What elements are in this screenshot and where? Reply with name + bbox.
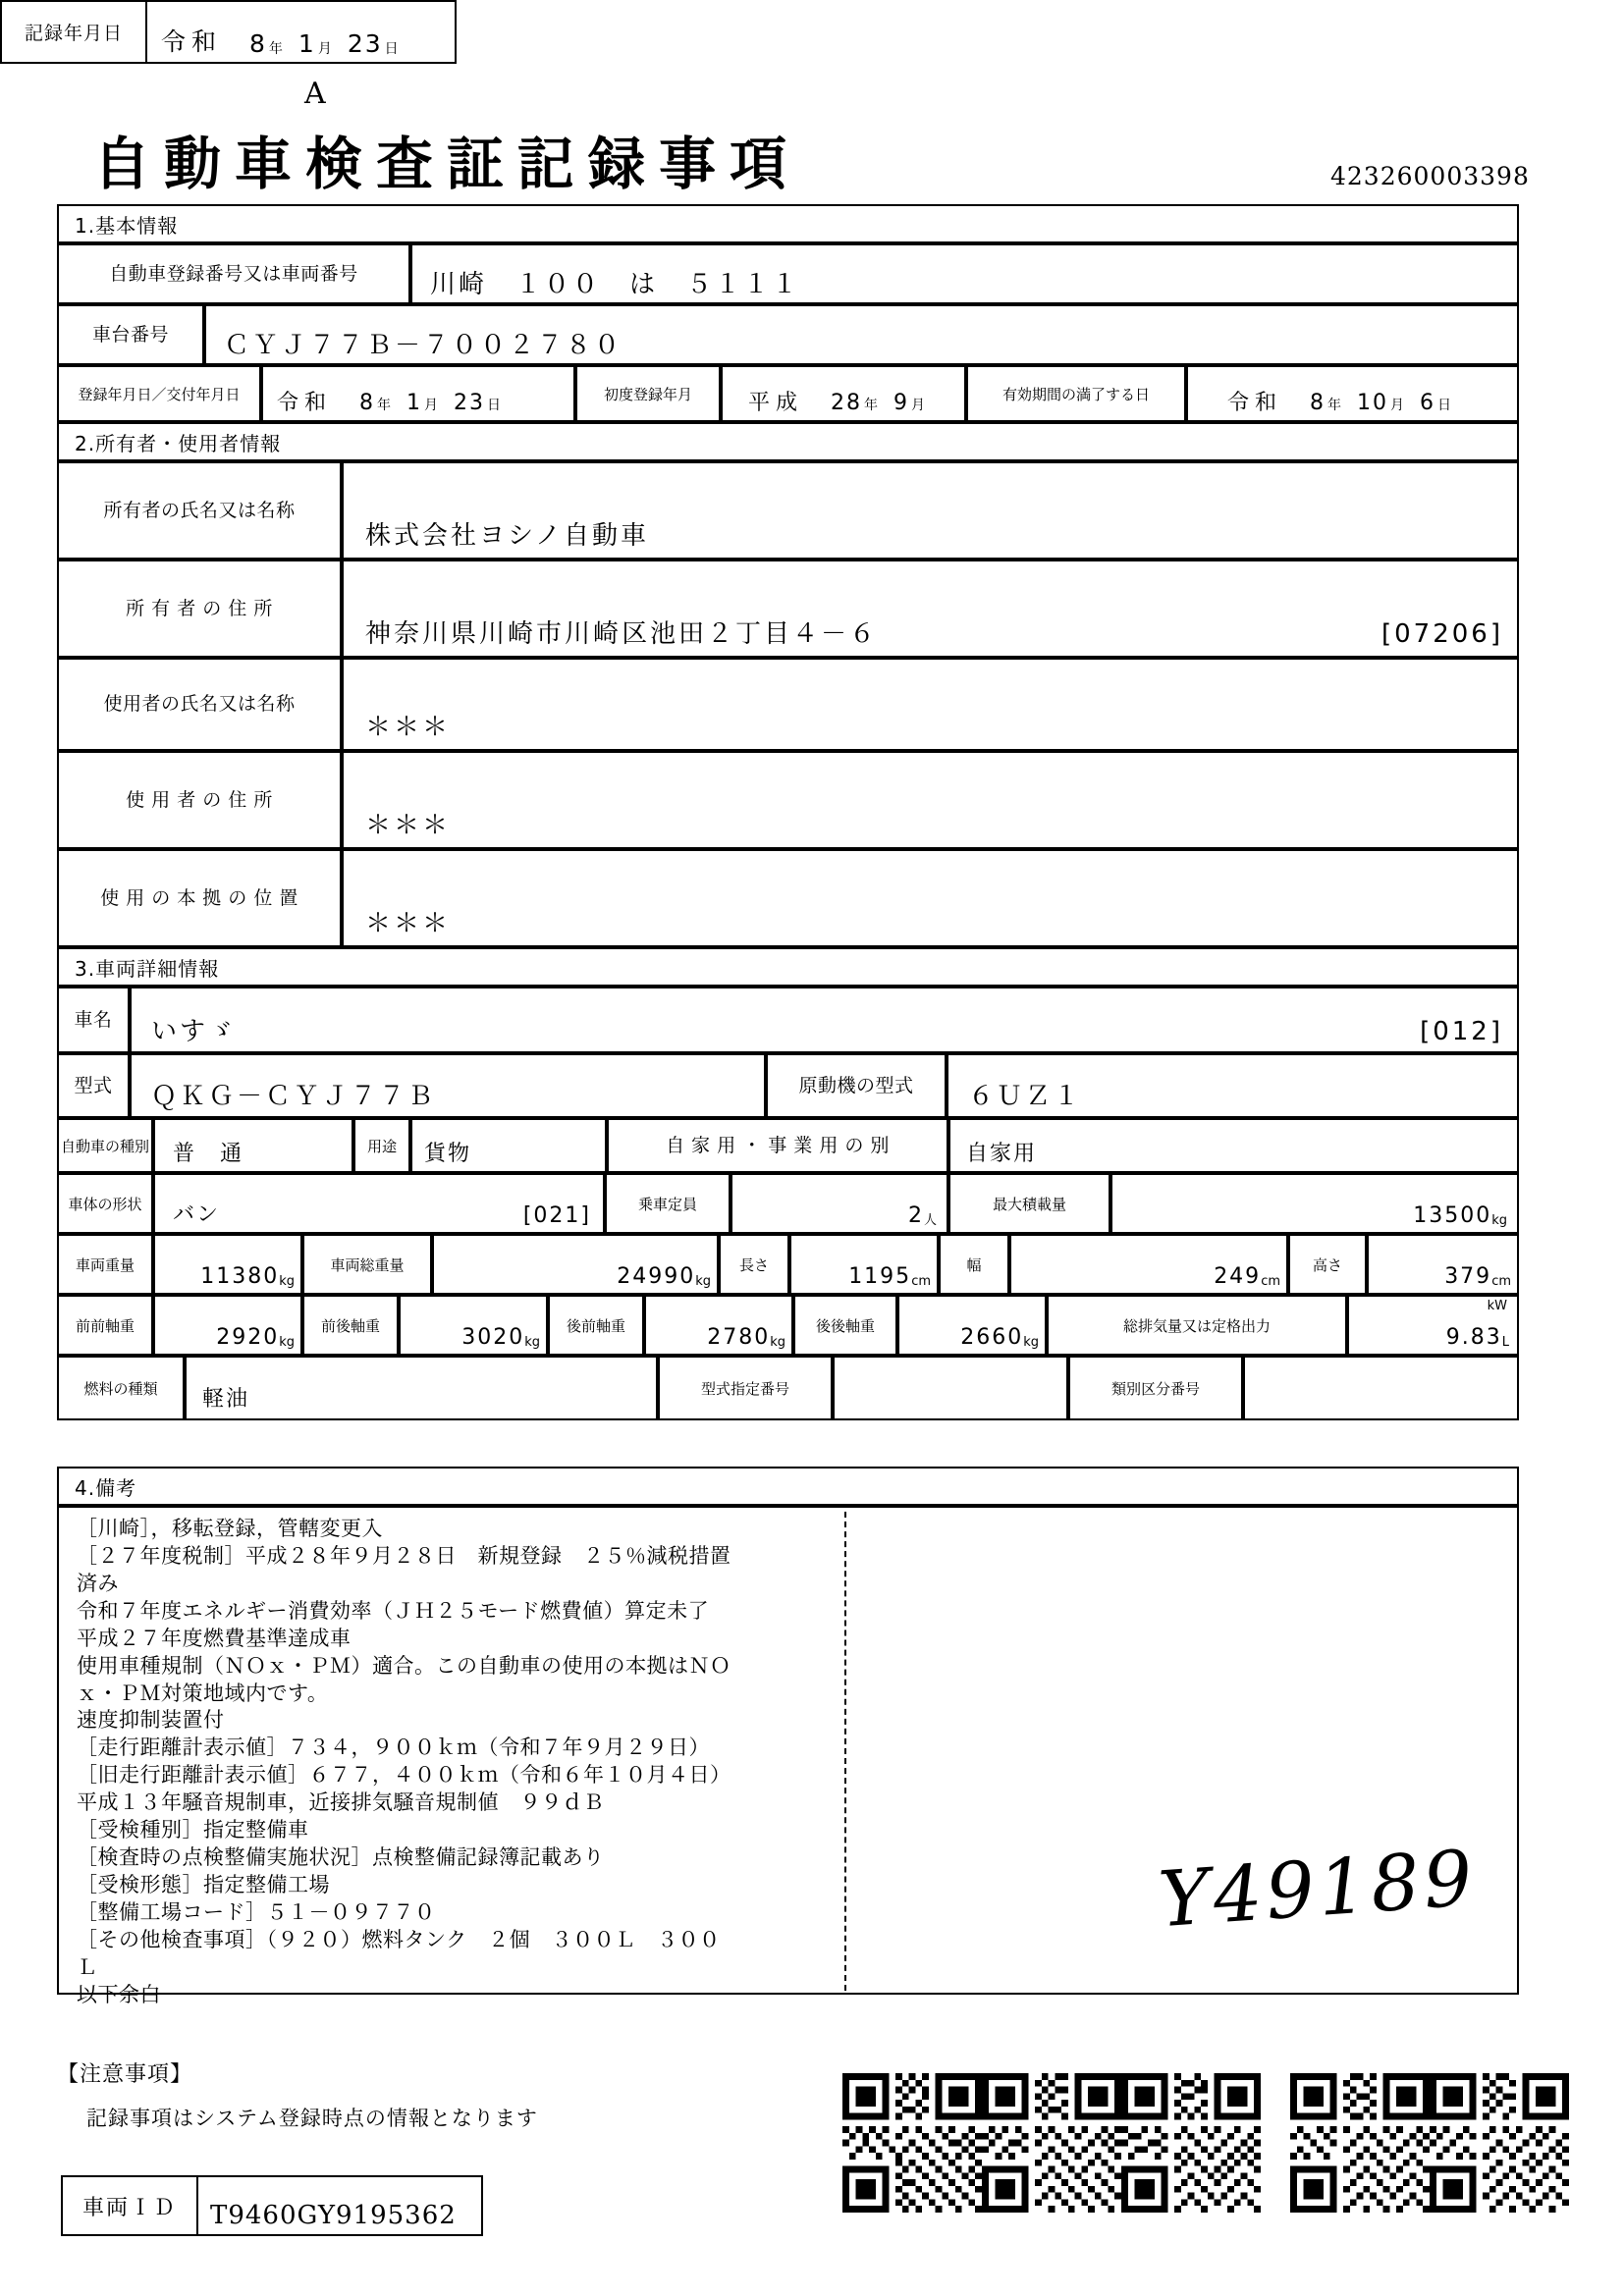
qr-code-3 [1121,2073,1261,2213]
capacity-value-cell [731,1173,948,1234]
displacement-unit: L [1501,1335,1509,1350]
record-date-year-unit: 年 [268,41,285,57]
record-date-era: 令和 [161,27,223,56]
remarks-text [77,1516,823,2009]
displacement-unit-kw: kW [1487,1299,1507,1313]
model-value-cell [130,1053,766,1118]
axle-front-rear-value: 3020 [461,1325,525,1350]
owner-address-code: [07206] [1381,618,1503,649]
first-registration-year-unit: 年 [864,398,881,413]
remarks-line: Ｌ [77,1954,98,1979]
body-shape-label: 車体の形状 [68,1195,142,1213]
curb-weight-label-cell [57,1234,153,1295]
remarks-line: ［検査時の点検整備実施状況］点検整備記録簿記載あり [77,1845,605,1870]
axle-front-rear-label-cell [302,1295,399,1356]
displacement-label-cell [1047,1295,1347,1356]
usage-value-cell [410,1118,607,1173]
max-load-value-cell [1110,1173,1519,1234]
expiry-date-label: 有効期間の満了する日 [1001,385,1150,403]
remarks-line: ［走行距離計表示値］７３４，９００ｋｍ（令和７年９月２９日） [77,1735,710,1760]
registration-date-month: 1 [406,391,423,415]
body-shape-value: バン [173,1202,221,1227]
registration-date-label: 登録年月日／交付年月日 [78,385,241,403]
notice-text: 記録事項はシステム登録時点の情報となります [86,2107,538,2130]
first-registration-label: 初度登録年月 [603,385,692,403]
expiry-date-value [1227,386,1457,416]
remarks-line: 平成２７年度燃費基準達成車 [77,1626,352,1650]
chassis-number-label: 車台番号 [91,323,169,346]
axle-front-front-unit: kg [279,1335,295,1350]
length-label: 長さ [738,1255,769,1274]
width-label: 幅 [966,1255,982,1274]
axle-front-rear-label: 前後軸重 [320,1316,380,1335]
remarks-line: ［整備工場コード］５１－０９７７０ [77,1899,436,1924]
vehicle-type-value-cell [153,1118,353,1173]
width-value-cell [1009,1234,1288,1295]
width-value: 249 [1214,1264,1262,1289]
private-business-label-cell [607,1118,948,1173]
handwritten-annotation: Y49189 [1156,1834,1480,1946]
length-label-cell [719,1234,789,1295]
registration-date-value [277,386,507,416]
remarks-line: 済み [77,1571,119,1595]
page-mark-a: A [304,77,326,111]
user-name-label: 使用者の氏名又は名称 [103,693,296,716]
document-number: 423260003398 [1330,162,1530,190]
fuel-type-label-cell [57,1356,185,1420]
remarks-line: 速度抑制装置付 [77,1708,225,1733]
remarks-line: ［受検形態］指定整備工場 [77,1872,330,1896]
record-date-month-unit: 月 [317,41,334,57]
length-unit: cm [911,1274,931,1289]
engine-model-label: 原動機の型式 [798,1074,914,1096]
category-number-label: 類別区分番号 [1110,1379,1200,1398]
type-designation-label: 型式指定番号 [700,1379,789,1398]
first-registration-month: 9 [893,391,910,415]
owner-name-value: 株式会社ヨシノ自動車 [365,520,649,551]
qr-code-4 [1290,2073,1430,2213]
curb-weight-unit: kg [279,1274,295,1289]
user-name-value: ＊＊＊ [365,712,452,742]
engine-model-value-cell [947,1053,1519,1118]
user-address-value: ＊＊＊ [365,810,452,840]
section-3-heading: 3.車両詳細情報 [57,947,1519,987]
length-value-cell [789,1234,939,1295]
gross-weight-label-cell [302,1234,432,1295]
remarks-line: ｘ・ＰＭ対策地域内です。 [77,1681,329,1705]
max-load-label-cell [948,1173,1110,1234]
chassis-number-label-cell [57,304,204,365]
body-shape-label-cell [57,1173,153,1234]
curb-weight-label: 車両重量 [75,1255,135,1274]
expiry-date-year-unit: 年 [1327,398,1344,413]
axle-front-front-label-cell [57,1295,153,1356]
usage-label-cell [353,1118,410,1173]
first-registration-month-unit: 月 [911,398,928,413]
max-load-value: 13500 [1413,1203,1492,1228]
max-load-unit: kg [1491,1213,1507,1228]
expiry-date-label-cell [966,365,1186,422]
expiry-date-month: 10 [1357,391,1389,415]
axle-rear-rear-value-cell [897,1295,1047,1356]
private-business-label: 自 家 用 ・ 事 業 用 の 別 [666,1134,890,1156]
record-date-day: 23 [347,29,383,58]
owner-address-label: 所 有 者 の 住 所 [126,597,273,619]
axle-front-rear-value-cell [399,1295,548,1356]
owner-name-label-cell [57,461,342,560]
remarks-line: 令和７年度エネルギー消費効率（ＪＨ２５モード燃費値）算定未了 [77,1598,710,1623]
fuel-type-label: 燃料の種類 [83,1379,158,1398]
section-2-heading: 2.所有者・使用者情報 [57,422,1519,461]
first-registration-label-cell [575,365,721,422]
height-unit: cm [1491,1274,1511,1289]
type-designation-label-cell [658,1356,833,1420]
first-registration-value [748,386,931,416]
remarks-divider [844,1512,846,1991]
user-address-value-cell [342,751,1519,849]
height-label-cell [1288,1234,1367,1295]
axle-rear-rear-label: 後後軸重 [815,1316,875,1335]
car-name-value-cell [130,987,1519,1053]
owner-name-label: 所有者の氏名又は名称 [103,499,296,521]
displacement-value-cell [1347,1295,1519,1356]
usage-value: 貨物 [424,1142,472,1166]
user-address-label: 使 用 者 の 住 所 [126,788,273,811]
axle-rear-front-label: 後前軸重 [566,1316,625,1335]
displacement-label: 総排気量又は定格出力 [1122,1316,1271,1335]
gross-weight-label: 車両総重量 [330,1255,405,1274]
owner-address-label-cell [57,560,342,658]
remarks-line: ［川崎］，移転登録，管轄変更入 [77,1517,383,1540]
length-value: 1195 [848,1264,912,1289]
remarks-line: 使用車種規制（ＮＯｘ・ＰＭ）適合。この自動車の使用の本拠はＮＯ [77,1653,731,1678]
axle-front-rear-unit: kg [524,1335,540,1350]
capacity-label: 乗車定員 [637,1195,697,1213]
expiry-date-month-unit: 月 [1390,398,1407,413]
record-date-label: 記録年月日 [2,2,147,62]
capacity-label-cell [605,1173,731,1234]
vehicle-type-value: 普 通 [173,1142,244,1166]
registration-number-label-cell [57,243,410,304]
usage-label: 用途 [366,1137,397,1155]
private-business-value: 自家用 [966,1142,1038,1166]
axle-rear-rear-label-cell [793,1295,897,1356]
displacement-value: 9.83 [1445,1325,1502,1350]
remarks-line: ［旧走行距離計表示値］６７７，４００ｋｍ（令和６年１０月４日） [77,1763,731,1788]
curb-weight-value: 11380 [200,1264,280,1289]
user-address-label-cell [57,751,342,849]
category-number-label-cell [1068,1356,1243,1420]
remarks-line: ［受検種別］指定整備車 [77,1818,309,1842]
qr-code-1 [842,2073,982,2213]
car-name-label-cell [57,987,130,1053]
registration-date-month-unit: 月 [424,398,441,413]
car-name-label: 車名 [74,1008,113,1031]
capacity-unit: 人 [923,1213,937,1228]
height-label: 高さ [1312,1255,1342,1274]
axle-rear-front-unit: kg [770,1335,785,1350]
axle-rear-front-value-cell [644,1295,793,1356]
registration-number-label: 自動車登録番号又は車両番号 [109,262,358,285]
record-date-year: 8 [249,29,267,58]
registration-date-label-cell [57,365,261,422]
height-value-cell [1367,1234,1519,1295]
model-label-cell [57,1053,130,1118]
page-title: 自動車検査証記録事項 [93,131,801,197]
vehicle-id-box [61,2175,483,2236]
expiry-date-day-unit: 日 [1437,398,1454,413]
car-name-code: [012] [1420,1016,1503,1046]
first-registration-value-cell [721,365,966,422]
chassis-number-value: ＣＹＪ７７Ｂ－７００２７８０ [224,330,623,360]
registration-number-value: 川崎 １００ は ５１１１ [430,269,801,299]
vehicle-type-label: 自動車の種別 [60,1137,149,1155]
curb-weight-value-cell [153,1234,302,1295]
axle-front-front-value: 2920 [216,1325,280,1350]
fuel-type-value: 軽油 [202,1387,250,1412]
axle-rear-front-value: 2780 [707,1325,771,1350]
category-number-value-cell [1243,1356,1519,1420]
engine-model-value: ６ＵＺ１ [968,1081,1083,1111]
user-name-label-cell [57,658,342,751]
section-4-heading: 4.備考 [57,1467,1519,1506]
user-name-value-cell [342,658,1519,751]
base-location-label-cell [57,849,342,947]
qr-code-2 [982,2073,1121,2213]
vehicle-id-label: 車両ＩＤ [63,2177,198,2234]
registration-date-year: 8 [359,391,376,415]
axle-front-front-value-cell [153,1295,302,1356]
chassis-number-value-cell [204,304,1519,365]
record-date-box [0,0,457,64]
vehicle-id-value: T9460GY9195362 [210,2201,457,2230]
registration-date-era: 令和 [277,391,333,415]
private-business-value-cell [948,1118,1519,1173]
capacity-value: 2 [907,1203,924,1228]
registration-date-value-cell [261,365,575,422]
remarks-line: 平成１３年騒音規制車，近接排気騒音規制値 ９９ｄＢ [77,1790,605,1815]
axle-rear-rear-value: 2660 [960,1325,1024,1350]
notice-title: 【注意事項】 [57,2062,193,2087]
qr-code-5 [1430,2073,1569,2213]
expiry-date-era: 令和 [1227,391,1283,415]
gross-weight-value: 24990 [617,1264,696,1289]
max-load-label: 最大積載量 [992,1195,1066,1213]
first-registration-era: 平成 [748,391,804,415]
record-date-day-unit: 日 [384,41,401,57]
registration-number-value-cell [410,243,1519,304]
remarks-line: ［２７年度税制］平成２８年９月２８日 新規登録 ２５％減税措置 [77,1543,731,1568]
owner-address-value: 神奈川県川崎市川崎区池田２丁目４－６ [365,618,879,649]
expiry-date-day: 6 [1420,391,1436,415]
gross-weight-unit: kg [695,1274,711,1289]
record-date-value [147,2,455,62]
body-shape-value-cell [153,1173,605,1234]
engine-model-label-cell [766,1053,947,1118]
owner-address-value-cell [342,560,1519,658]
type-designation-value-cell [833,1356,1068,1420]
body-shape-code: [021] [522,1203,591,1228]
remarks-line: 以下余白 [77,1982,161,2006]
expiry-date-value-cell [1186,365,1519,422]
registration-date-year-unit: 年 [377,398,394,413]
first-registration-year: 28 [831,391,863,415]
model-label: 型式 [74,1074,113,1096]
registration-date-day-unit: 日 [487,398,504,413]
section-1-heading: 1.基本情報 [57,204,1519,243]
base-location-value: ＊＊＊ [365,908,452,938]
car-name-value: いすゞ [151,1016,238,1046]
height-value: 379 [1444,1264,1492,1289]
axle-rear-rear-unit: kg [1023,1335,1039,1350]
record-date-month: 1 [298,29,316,58]
axle-rear-front-label-cell [548,1295,644,1356]
axle-front-front-label: 前前軸重 [75,1316,135,1335]
registration-date-day: 23 [454,391,486,415]
expiry-date-year: 8 [1310,391,1326,415]
owner-name-value-cell [342,461,1519,560]
fuel-type-value-cell [185,1356,658,1420]
base-location-label: 使 用 の 本 拠 の 位 置 [100,886,298,909]
vehicle-type-label-cell [57,1118,153,1173]
gross-weight-value-cell [432,1234,719,1295]
base-location-value-cell [342,849,1519,947]
model-value: ＱＫＧ－ＣＹＪ７７Ｂ [151,1081,437,1111]
width-label-cell [939,1234,1009,1295]
width-unit: cm [1261,1274,1280,1289]
remarks-line: ［その他検査事項］（９２０）燃料タンク ２個 ３００Ｌ ３００ [77,1927,721,1951]
